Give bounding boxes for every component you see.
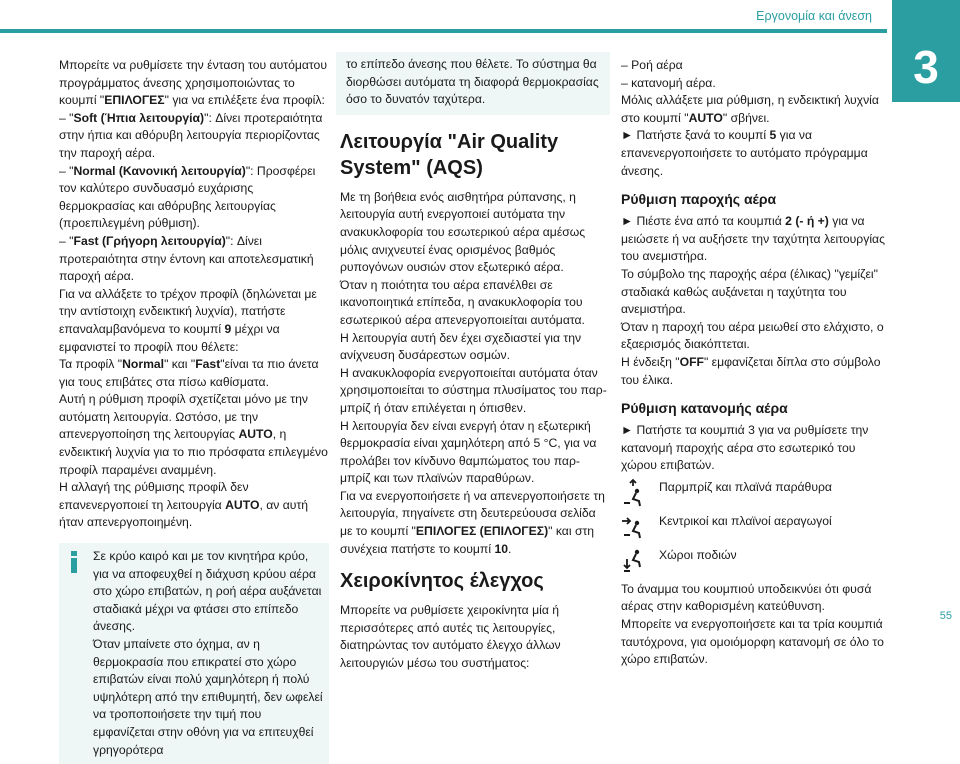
paragraph-profile-intro: Μπορείτε να ρυθμίσετε την ένταση του αυτόματου προγράμματος άνεσης χρησιμοποιώντας το κουμπί "ΕΠΙΛΟΓΕΣ" για να επιλέξετε ένα προφίλ: — [59, 58, 327, 108]
info-icon — [69, 551, 79, 573]
chapter-number: 3 — [913, 41, 939, 93]
mode-label-windscreen: Παρμπρίζ και πλαϊνά παράθυρα — [659, 479, 832, 494]
aqs-paragraph-5: Η λειτουργία δεν είναι ενεργή όταν η εξωτερική θερμοκρασία είναι χαμηλότερη από 5 °C, για να προλάβει τον κίνδυνο θαμπώματος του παρ-μπρίζ και των πλαϊνών παραθύρων. — [340, 418, 597, 486]
heading-manual-control: Χειροκίνητος έλεγχος — [340, 570, 544, 593]
face-vents-airflow-icon — [621, 513, 645, 541]
heading-aqs: Λειτουργία "Air Quality System" (AQS) — [340, 130, 559, 179]
profile-soft: – "Soft (Ήπια λειτουργία)": Δίνει προτεραιότητα στην ήπια και αθόρυβη λειτουργία περιορίζοντας την παροχή αέρα. — [59, 110, 323, 160]
paragraph-auto-only: Αυτή η ρύθμιση προφίλ σχετίζεται μόνο με την αυτόματη λειτουργία. Ωστόσο, με την απενεργοποίηση της λειτουργίας AUTO, η ενδεικτική λυχνία για το πιο πρόσφατα επιλεγμένο προφίλ παραμένει αναμμένη. — [59, 392, 328, 477]
aqs-paragraph-1: Με τη βοήθεια ενός αισθητήρα ρύπανσης, η λειτουργία αυτή ενεργοποιεί αυτόματα την ανακυκλοφορία του εσωτερικού αέρα αμέσως μόλις ανιχνευτεί ένας ορισμένος βαθμός ρυπογόνων ουσιών στον εξωτερικό αέρα. — [340, 189, 586, 275]
mode-label-face-vents: Κεντρικοί και πλαϊνοί αεραγωγοί — [659, 513, 832, 528]
info-temperature: Όταν μπαίνετε στο όχημα, αν η θερμοκρασία που επικρατεί στο χώρο επιβατών είναι πολύ χαμηλότερη ή πολύ υψηλότερη από την επιθυμητή, δεν ωφελεί να τροποποιήσετε την τιμή που εμφανίζεται στην οθόνη για να επιτευχθεί γρηγορότερα — [93, 637, 323, 757]
mode-face-vents — [621, 513, 891, 541]
section-title: Εργονομία και άνεση — [756, 9, 872, 23]
flow-paragraph-1: ► Πιέστε ένα από τα κουμπιά 2 (- ή +) για να μειώσετε ή να αυξήσετε την ταχύτητα λειτουργίας του ανεμιστήρα. — [621, 214, 885, 264]
footwell-airflow-icon — [621, 547, 645, 575]
flow-paragraph-2: Το σύμβολο της παροχής αέρα (έλικας) "γεμίζει" σταδιακά καθώς αυξάνεται η ταχύτητα του ανεμιστήρα. — [621, 266, 878, 317]
manual-paragraph: Μπορείτε να ρυθμίσετε χειροκίνητα μία ή περισσότερες από αυτές τις λειτουργίες, διατηρώντας τον αυτόματο έλεγχο άλλων λειτουργιών μέσω του συστήματος: — [340, 603, 561, 671]
aqs-paragraph-2: Όταν η ποιότητα του αέρα επανέλθει σε ικανοποιητικά επίπεδα, η ανακυκλοφορία του εσωτερικού αέρα απενεργοποιείται αυτόματα. — [340, 277, 585, 327]
heading-air-flow: Ρύθμιση παροχής αέρα — [621, 191, 777, 208]
mode-windscreen — [621, 479, 891, 507]
aqs-paragraph-3: Η λειτουργία αυτή δεν έχει σχεδιαστεί για την ανίχνευση δυσάρεστων οσμών. — [340, 330, 582, 363]
info-cold-weather: Σε κρύο καιρό και με τον κινητήρα κρύο, για να αποφευχθεί η διάχυση κρύου αέρα στο χώρο επιβατών, η ροή αέρα αυξάνεται σταδιακά μέχρι να φτάσει στο επίπεδο άνεσης. — [93, 549, 322, 634]
paragraph-reactivate: ► Πατήστε ξανά το κουμπί 5 για να επανενεργοποιήσετε το αυτόματο πρόγραμμα άνεσης. — [621, 128, 868, 178]
profile-fast: – "Fast (Γρήγορη λειτουργία)": Δίνει προτεραιότητα στην έντονη και αποτελεσματική παροχή αέρα. — [59, 233, 314, 284]
aqs-paragraph-4: Η ανακυκλοφορία ενεργοποιείται αυτόματα όταν χρησιμοποιείται το σύστημα πλυσίματος του παρ-μπρίζ ή όταν επιλέγεται η όπισθεν. — [340, 365, 607, 415]
distribution-paragraph-2: Το άναμμα του κουμπιού υποδεικνύει ότι φυσά αέρας στην καθορισμένη κατεύθυνση. — [621, 581, 872, 614]
list-item-distribution: – κατανομή αέρα. — [621, 75, 716, 90]
distribution-paragraph-1: ► Πατήστε τα κουμπιά 3 για να ρυθμίσετε την κατανομή παροχής αέρα στο εσωτερικό του χώρου επιβατών. — [621, 423, 869, 473]
column-1 — [59, 57, 329, 764]
profile-normal: – "Normal (Κανονική λειτουργία)": Προσφέρει τον καλύτερο συνδυασμό ευχάρισης θερμοκρασίας και αθόρυβης λειτουργίας (προεπιλεγμένη ρύθμιση). — [59, 163, 316, 231]
column-3 — [621, 57, 891, 669]
info-continued-text: το επίπεδο άνεσης που θέλετε. Το σύστημα θα διορθώσει αυτόματα τη διαφορά θερμοκρασίας όσο το δυνατόν ταχύτερα. — [346, 57, 599, 107]
mode-label-footwell: Χώροι ποδιών — [659, 547, 737, 562]
header-rule — [0, 29, 887, 33]
mode-footwell — [621, 547, 891, 575]
flow-paragraph-3: Όταν η παροχή του αέρα μειωθεί στο ελάχιστο, ο εξαερισμός διακόπτεται. — [621, 319, 884, 352]
paragraph-auto-off: Μόλις αλλάξετε μια ρύθμιση, η ενδεικτική λυχνία στο κουμπί "AUTO" σβήνει. — [621, 93, 879, 125]
aqs-paragraph-6: Για να ενεργοποιήσετε ή να απενεργοποιήσετε τη λειτουργία, πηγαίνετε στη δευτερεύουσα σελίδα με το κουμπί "ΕΠΙΛΟΓΕΣ (ΕΠΙΛΟΓΕΣ)" και στη συνέχεια πατήστε το κουμπί 10. — [340, 488, 605, 556]
distribution-paragraph-3: Μπορείτε να ενεργοποιήσετε και τα τρία κουμπιά ταυτόχρονα, για ομοιόμορφη κατανομή σε όλο το χώρο επιβατών. — [621, 617, 884, 667]
flow-paragraph-4: Η ένδειξη "OFF" εμφανίζεται δίπλα στο σύμβολο του έλικα. — [621, 354, 881, 387]
heading-air-distribution: Ρύθμιση κατανομής αέρα — [621, 400, 788, 417]
paragraph-no-reactivate: Η αλλαγή της ρύθμισης προφίλ δεν επανενεργοποιεί τη λειτουργία AUTO, αν αυτή ήταν απενεργοποιημένη. — [59, 480, 309, 530]
info-box-continued — [336, 52, 610, 115]
windscreen-airflow-icon — [621, 479, 645, 507]
chapter-tab — [892, 0, 960, 102]
paragraph-rear-comfort: Τα προφίλ "Normal" και "Fast"είναι τα πιο άνετα για τους επιβάτες στα πίσω καθίσματα. — [59, 357, 319, 389]
paragraph-change-profile: Για να αλλάξετε το τρέχον προφίλ (δηλώνεται με την αντίστοιχη ενδεικτική λυχνία), πατήστε επαναλαμβανόμενα το κουμπί 9 μέχρι να εμφανιστεί το προφίλ που θέλετε: — [59, 286, 317, 354]
page-number: 55 — [939, 610, 952, 622]
column-2 — [340, 52, 610, 673]
info-box — [59, 543, 329, 764]
list-item-flow: – Ροή αέρα — [621, 58, 683, 72]
